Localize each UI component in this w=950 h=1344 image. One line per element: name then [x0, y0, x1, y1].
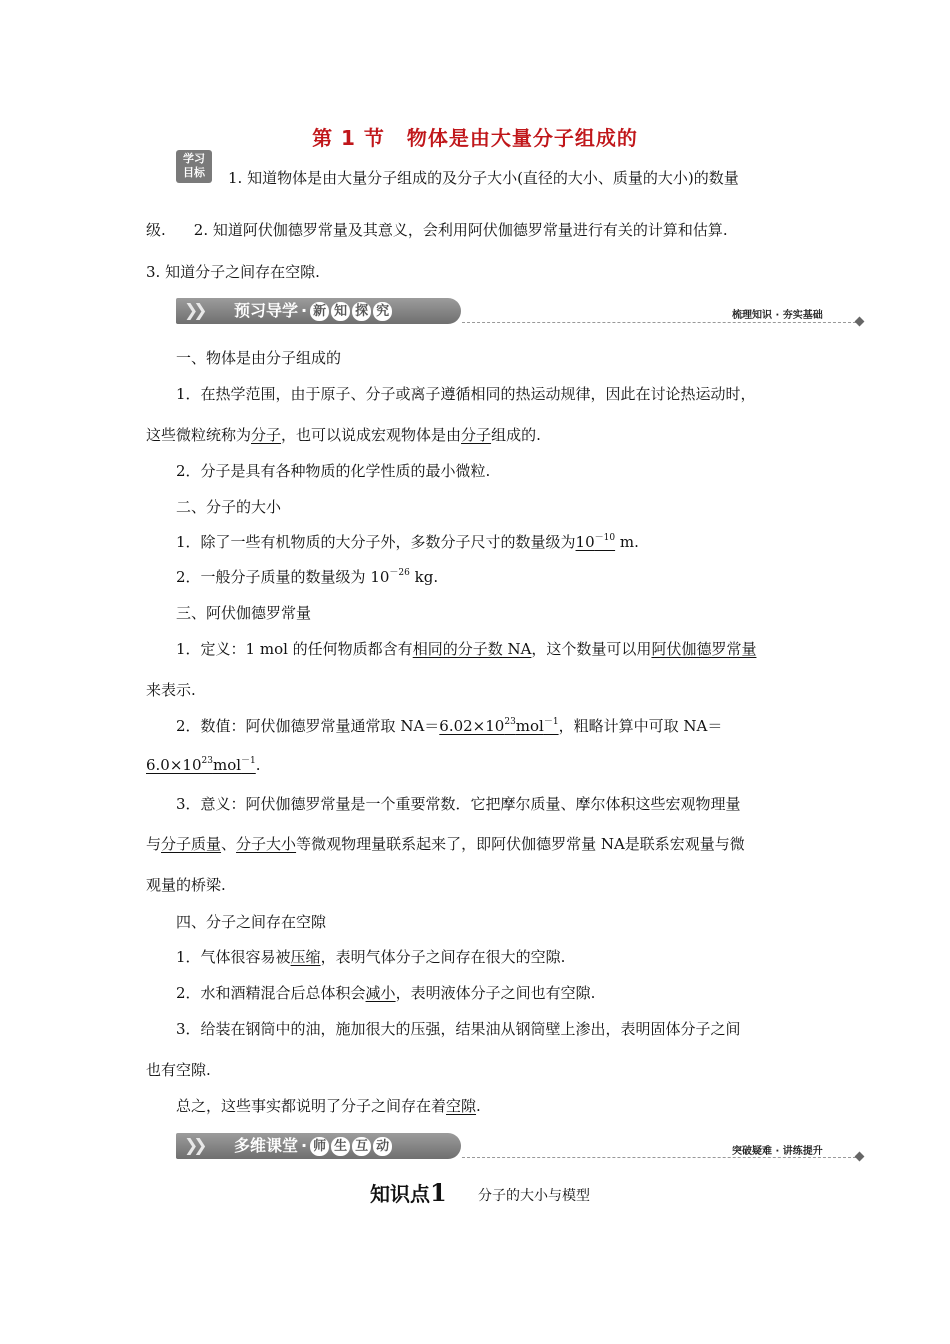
objective-line-2b: 2. 知道阿伏伽德罗常量及其意义，会利用阿伏伽德罗常量进行有关的计算和估算.: [193, 221, 728, 239]
text: 10: [575, 533, 595, 551]
section-banner-classroom: ❯❯ 多维课堂 · 师 生 互 动: [176, 1133, 461, 1159]
text: 2．水和酒精混合后总体积会: [176, 984, 366, 1002]
text: .: [255, 756, 261, 774]
text: ，表明气体分子之间存在很大的空隙.: [320, 948, 566, 966]
unit: mol: [212, 756, 242, 774]
objective-line-2: [146, 219, 728, 240]
paragraph: 也有空隙.: [146, 1061, 211, 1079]
heading-molecules: 一、物体是由分子组成的: [176, 349, 342, 367]
knowledge-number: 1: [430, 1178, 447, 1207]
chevron-icon: ❯❯: [184, 301, 203, 321]
paragraph: 观量的桥梁.: [146, 876, 226, 894]
answer-blank: 分子: [251, 426, 282, 444]
banner-divider: [462, 1157, 856, 1158]
knowledge-point-heading: [370, 1178, 447, 1207]
banner-char: 探: [352, 302, 371, 321]
banner-char: 知: [331, 302, 350, 321]
knowledge-subtitle: 分子的大小与模型: [478, 1188, 590, 1204]
diamond-icon: [855, 317, 865, 327]
paragraph: [176, 531, 639, 552]
text: 、: [221, 835, 237, 853]
heading-size: 二、分子的大小: [176, 498, 282, 516]
text: 1．定义：1 mol 的任何物质都含有: [176, 640, 413, 658]
text: 这些微粒统称为: [146, 426, 252, 444]
unit: kg.: [409, 568, 439, 586]
answer-blank: [576, 533, 616, 551]
text: 6.02×10: [439, 717, 505, 735]
answer-blank: 分子大小: [236, 835, 297, 853]
banner-char: 究: [373, 302, 392, 321]
paragraph: [146, 833, 745, 854]
text: .: [476, 1097, 481, 1115]
paragraph: [146, 424, 541, 445]
banner-subtitle: 突破疑难 · 讲练提升: [732, 1146, 823, 1157]
answer-blank: [146, 756, 256, 774]
text: 等微观物理量联系起来了，即阿伏伽德罗常量 NA是联系宏观量与微: [296, 835, 745, 853]
paragraph: 2．分子是具有各种物质的化学性质的最小微粒.: [176, 462, 491, 480]
chevron-icon: ❯❯: [184, 1136, 203, 1156]
answer-blank: 压缩: [290, 948, 321, 966]
banner-char: 动: [373, 1137, 392, 1156]
paragraph: [176, 946, 565, 967]
section-banner-preview: ❯❯ 预习导学 · 新 知 探 究: [176, 298, 461, 324]
answer-blank: 阿伏伽德罗常量: [651, 640, 757, 658]
badge-line1: 学习: [183, 152, 205, 165]
paragraph: [176, 1095, 481, 1116]
banner-char: 新: [310, 302, 329, 321]
exponent: －1: [543, 717, 559, 727]
exponent: －10: [594, 533, 616, 543]
learning-goals-badge: [176, 150, 212, 183]
badge-line2: 目标: [183, 166, 205, 179]
exponent: －26: [389, 568, 410, 578]
objective-line-2a: 级.: [146, 221, 166, 239]
text: ，这个数量可以用: [531, 640, 652, 658]
paragraph: [176, 982, 595, 1003]
answer-blank: 减小: [365, 984, 396, 1002]
objective-line-3: 3. 知道分子之间存在空隙.: [146, 263, 320, 281]
text: 总之，这些事实都说明了分子之间存在着: [176, 1097, 447, 1115]
paragraph: [176, 638, 756, 659]
paragraph: [176, 715, 722, 736]
paragraph: 3．意义：阿伏伽德罗常量是一个重要常数．它把摩尔质量、摩尔体积这些宏观物理量: [176, 795, 741, 813]
knowledge-label: 知识点: [370, 1182, 430, 1206]
objective-line-1: 1. 知道物体是由大量分子组成的及分子大小(直径的大小、质量的大小)的数量: [228, 169, 739, 187]
answer-blank: 分子质量: [161, 835, 222, 853]
text: 组成的.: [491, 426, 541, 444]
diamond-icon: [855, 1152, 865, 1162]
banner-title: 预习导学: [234, 301, 299, 320]
paragraph: [146, 756, 261, 774]
unit: mol: [515, 717, 544, 735]
banner-divider: [462, 322, 856, 323]
answer-blank: 相同的分子数 NA: [412, 640, 532, 658]
banner-char: 生: [331, 1137, 350, 1156]
text: ，也可以说成宏观物体是由: [281, 426, 462, 444]
text: ，表明液体分子之间也有空隙.: [395, 984, 596, 1002]
banner-char: 师: [310, 1137, 329, 1156]
exponent: 23: [504, 717, 516, 727]
text: ，粗略计算中可取 NA＝: [558, 717, 723, 735]
heading-gaps: 四、分子之间存在空隙: [176, 913, 327, 931]
text: 2．一般分子质量的数量级为 10: [176, 568, 390, 586]
text: 2．数值：阿伏伽德罗常量通常取 NA＝: [176, 717, 440, 735]
paragraph: 1．在热学范围，由于原子、分子或离子遵循相同的热运动规律，因此在讨论热运动时，: [176, 385, 756, 403]
exponent: 23: [201, 756, 213, 766]
paragraph: 3．给装在钢筒中的油，施加很大的压强，结果油从钢筒壁上渗出，表明固体分子之间: [176, 1020, 741, 1038]
answer-blank: [439, 717, 558, 735]
banner-char: 互: [352, 1137, 371, 1156]
banner-title: 多维课堂: [234, 1136, 299, 1155]
paragraph: 来表示.: [146, 681, 196, 699]
unit: m.: [615, 533, 639, 551]
heading-avogadro: 三、阿伏伽德罗常量: [176, 604, 312, 622]
page-title: [0, 122, 950, 151]
text: 6.0×10: [146, 756, 202, 774]
section-number: 第 1 节: [312, 126, 385, 150]
answer-blank: 分子: [461, 426, 492, 444]
banner-subtitle: 梳理知识 · 夯实基础: [732, 310, 823, 321]
text: 1．除了一些有机物质的大分子外，多数分子尺寸的数量级为: [176, 533, 576, 551]
section-title: 物体是由大量分子组成的: [406, 126, 638, 150]
text: 1．气体很容易被: [176, 948, 291, 966]
text: 与: [146, 835, 162, 853]
paragraph: [176, 566, 438, 587]
answer-blank: 空隙: [446, 1097, 477, 1115]
exponent: －1: [241, 756, 256, 766]
